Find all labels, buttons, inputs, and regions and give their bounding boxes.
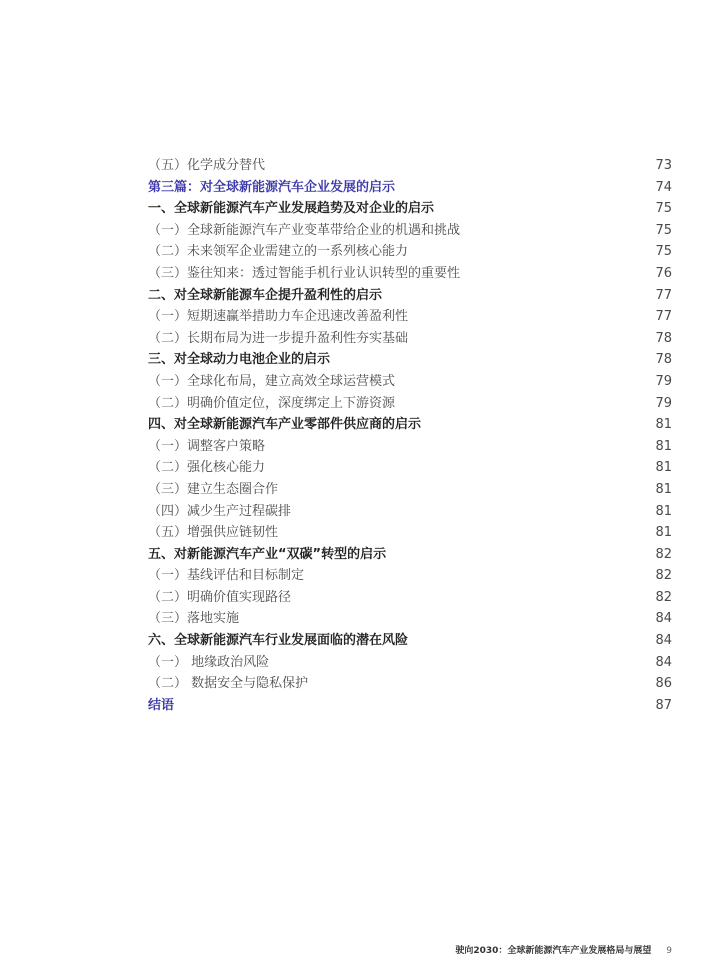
toc-entry-title: 二、对全球新能源车企提升盈利性的启示 [148, 287, 383, 303]
toc-entry-page-number: 81 [655, 525, 672, 541]
toc-entry[interactable] [148, 198, 672, 220]
toc-entry[interactable] [148, 457, 672, 479]
toc-entry-page-number: 81 [655, 481, 672, 497]
toc-entry-title: （二）长期布局为进一步提升盈利性夯实基础 [148, 330, 409, 346]
toc-entry-page-number: 82 [655, 568, 672, 584]
toc-entry-title: （一）基线评估和目标制定 [148, 568, 305, 584]
toc-entry-page-number: 78 [655, 352, 672, 368]
toc-entry[interactable] [148, 328, 672, 350]
toc-entry-title: （二）未来领军企业需建立的一系列核心能力 [148, 244, 409, 260]
toc-entry-page-number: 79 [655, 395, 672, 411]
toc-entry-title: （二）明确价值实现路径 [148, 589, 292, 605]
toc-entry[interactable] [148, 587, 672, 609]
toc-entry-page-number: 84 [655, 633, 672, 649]
toc-entry[interactable] [148, 695, 672, 717]
toc-entry[interactable] [148, 522, 672, 544]
toc-entry-page-number: 73 [655, 158, 672, 173]
toc-entry-title: （三）鉴往知来：透过智能手机行业认识转型的重要性 [148, 265, 461, 281]
toc-entry[interactable] [148, 371, 672, 393]
toc-entry[interactable] [148, 177, 672, 199]
toc-entry-title: （二）强化核心能力 [148, 460, 266, 476]
toc-entry-title: （三）落地实施 [148, 611, 240, 627]
toc-entry-page-number: 75 [655, 201, 672, 217]
toc-entry[interactable] [148, 241, 672, 263]
toc-entry-title: （一）调整客户策略 [148, 438, 266, 454]
toc-entry[interactable] [148, 306, 672, 328]
toc-entry-page-number: 78 [655, 330, 672, 346]
toc-entry-page-number: 82 [655, 546, 672, 562]
toc-entry-page-number: 77 [655, 309, 672, 325]
toc-entry-page-number: 81 [655, 503, 672, 519]
toc-entry-page-number: 76 [655, 265, 672, 281]
toc-entry-title: （一） 地缘政治风险 [148, 654, 270, 670]
toc-entry-title: （二）明确价值定位，深度绑定上下游资源 [148, 395, 396, 411]
toc-entry-page-number: 75 [655, 222, 672, 238]
toc-entry[interactable] [148, 501, 672, 523]
footer-title: 驶向2030：全球新能源汽车产业发展格局与展望 [455, 946, 652, 956]
toc-entry[interactable] [148, 393, 672, 415]
toc-entry-title: 结语 [148, 697, 175, 713]
toc-entry[interactable] [148, 544, 672, 566]
toc-entry-title: （四）减少生产过程碳排 [148, 503, 292, 519]
toc-entry-title: （一）短期速赢举措助力车企迅速改善盈利性 [148, 309, 409, 325]
toc-entry-page-number: 84 [655, 654, 672, 670]
toc-entry[interactable] [148, 479, 672, 501]
toc-entry-title: （三）建立生态圈合作 [148, 481, 279, 497]
toc-entry[interactable] [148, 630, 672, 652]
toc-entry-page-number: 81 [655, 460, 672, 476]
toc-entry-title: 五、对新能源汽车产业“双碳”转型的启示 [148, 546, 387, 562]
toc-entry-page-number: 81 [655, 417, 672, 433]
toc-entry-page-number: 79 [655, 373, 672, 389]
toc-entry-page-number: 87 [655, 697, 672, 713]
toc-entry-page-number: 82 [655, 589, 672, 605]
toc-entry[interactable] [148, 565, 672, 587]
table-of-contents [148, 155, 672, 716]
toc-entry-title: 六、全球新能源汽车行业发展面临的潜在风险 [148, 633, 409, 649]
footer-page-number: 9 [666, 946, 672, 956]
toc-entry[interactable] [148, 220, 672, 242]
toc-entry-page-number: 77 [655, 287, 672, 303]
toc-entry-page-number: 86 [655, 676, 672, 692]
toc-entry[interactable] [148, 673, 672, 695]
toc-entry-title: （一）全球新能源汽车产业变革带给企业的机遇和挑战 [148, 222, 461, 238]
toc-entry-title: 第三篇：对全球新能源汽车企业发展的启示 [148, 179, 396, 195]
toc-entry-title: 一、全球新能源汽车产业发展趋势及对企业的启示 [148, 201, 435, 217]
toc-entry[interactable] [148, 436, 672, 458]
toc-entry[interactable] [148, 263, 672, 285]
toc-entry-title: （五）增强供应链韧性 [148, 525, 279, 541]
toc-entry[interactable] [148, 349, 672, 371]
toc-entry[interactable] [148, 155, 672, 177]
page-footer [0, 943, 672, 956]
toc-entry-title: （二） 数据安全与隐私保护 [148, 676, 309, 692]
toc-entry-page-number: 74 [655, 179, 672, 195]
toc-entry-page-number: 84 [655, 611, 672, 627]
toc-entry-title: 三、对全球动力电池企业的启示 [148, 352, 331, 368]
toc-entry[interactable] [148, 608, 672, 630]
toc-entry[interactable] [148, 414, 672, 436]
toc-entry-page-number: 75 [655, 244, 672, 260]
toc-entry-title: 四、对全球新能源汽车产业零部件供应商的启示 [148, 417, 422, 433]
toc-entry-title: （五）化学成分替代 [148, 158, 266, 173]
toc-entry-page-number: 81 [655, 438, 672, 454]
toc-entry[interactable] [148, 652, 672, 674]
toc-entry-title: （一）全球化布局，建立高效全球运营模式 [148, 373, 396, 389]
toc-entry[interactable] [148, 285, 672, 307]
